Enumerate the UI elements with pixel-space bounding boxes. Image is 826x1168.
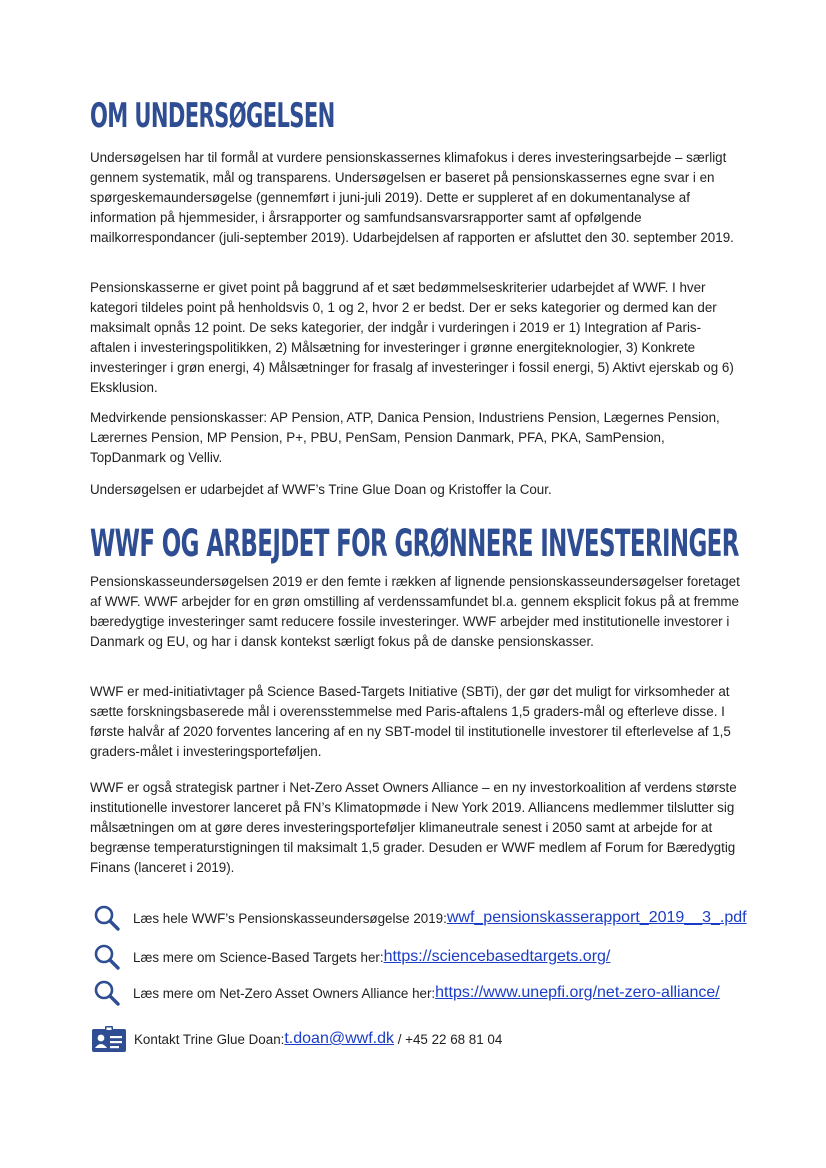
paragraph [90, 278, 740, 398]
link-row-sbt [92, 943, 610, 971]
paragraph [90, 572, 740, 652]
contact-card-icon [92, 1026, 126, 1052]
contact-row [92, 1025, 502, 1053]
about-paragraph-4: Undersøgelsen er udarbejdet af WWF’s Trine Glue Doan og Kristoffer la Cour. [90, 482, 552, 497]
about-paragraph-3: Medvirkende pensionskasser: AP Pension, ATP, Danica Pension, Industriens Pension, Lægernes Pension, Lærernes Pension, MP Pension, P+, PBU, PenSam, Pension Danmark, PFA, PKA, SamPension, TopDanmark og Velliv. [90, 410, 720, 465]
contact-phone: / +45 22 68 81 04 [393, 1031, 503, 1047]
paragraph [90, 682, 740, 762]
paragraph [90, 778, 740, 878]
wwf-paragraph-3: WWF er også strategisk partner i Net-Zero Asset Owners Alliance – en ny investorkoalition af verdens største institutionelle investorer lanceret på FN’s Klimatopmøde i New York 2019. Alliancens medlemmer tilslutter sig målsætningen om at gøre deres investeringsporteføljer klimaneutrale senest i 2050 samt at arbejde for at begrænse temperaturstigningen til maksimalt 1,5 grader. Desuden er WWF medlem af Forum for Bæredygtig Finans (lanceret i 2019). [90, 780, 737, 875]
link-row-netzero [92, 979, 720, 1007]
paragraph [90, 480, 740, 500]
wwf-paragraph-2: WWF er med-initiativtager på Science Based-Targets Initiative (SBTi), der gør det muligt for virksomheder at sætte forskningsbaserede mål i overensstemmelse med Paris-aftalens 1,5 graders-mål og efterleve disse. I første halvår af 2020 forventes lancering af en ny SBT-model til institutionelle investorer til efterlevelse af 1,5 graders-målet i investeringsporteføljen. [90, 684, 731, 759]
wwf-paragraph-1: Pensionskasseundersøgelsen 2019 er den femte i rækken af lignende pensionskasseundersøgelser foretaget af WWF. WWF arbejder for en grøn omstilling af verdenssamfundet bl.a. gennem eksplicit fokus på at fremme bæredygtige investeringer samt reducere fossile investeringer. WWF arbejder med institutionelle investorer i Danmark og EU, og har i dansk kontekst særligt fokus på de danske pensionskasser. [90, 574, 740, 649]
report-link[interactable]: wwf_pensionskasserapport_2019__3_.pdf [446, 909, 747, 926]
about-paragraph-1: Undersøgelsen har til formål at vurdere pensionskassernes klimafokus i deres investeringsarbejde – særligt gennem systematik, mål og transparens. Undersøgelsen er baseret på pensionskassernes egne svar i en spørgeskemaundersøgelse (gennemført i juni-juli 2019). Dette er suppleret af en dokumentanalyse af information på hjemmesider, i årsrapporter og samfundsansvarsrapporter samt af opfølgende mailkorrespondancer (juli-september 2019). Udarbejdelsen af rapporten er afsluttet den 30. september 2019. [90, 150, 734, 245]
section-heading-wwf: WWF OG ARBEJDET FOR GRØNNERE INVESTERINGER [90, 522, 739, 565]
sbt-link[interactable]: https://sciencebasedtargets.org/ [383, 948, 611, 965]
contact-label: Kontakt Trine Glue Doan: [134, 1031, 285, 1047]
netzero-link[interactable]: https://www.unepfi.org/net-zero-alliance/ [435, 984, 720, 1001]
about-paragraph-2: Pensionskasserne er givet point på baggrund af et sæt bedømmelseskriterier udarbejdet af WWF. I hver kategori tildeles point på henholdsvis 0, 1 og 2, hvor 2 er bedst. Der er seks kategorier og dermed kan der maksimalt opnås 12 point. De seks kategorier, der indgår i vurderingen i 2019 er 1) Integration af Paris-aftalen i investeringspolitikken, 2) Målsætning for investeringer i grønne energiteknologier, 3) Konkrete investeringer i grøn energi, 4) Målsætninger for frasalg af investeringer i fossil energi, 5) Aktivt ejerskab og 6) Eksklusion. [90, 280, 734, 395]
link-label: Læs hele WWF’s Pensionskasseundersøgelse 2019: [133, 910, 447, 926]
paragraph [90, 148, 740, 248]
section-heading-about: OM UNDERSØGELSEN [90, 96, 335, 136]
email-link[interactable]: t.doan@wwf.dk [284, 1030, 394, 1047]
link-label: Læs mere om Net-Zero Asset Owners Alliance her: [133, 985, 436, 1001]
search-icon [92, 979, 122, 1007]
paragraph [90, 408, 740, 468]
link-row-report [92, 904, 747, 932]
link-label: Læs mere om Science-Based Targets her: [133, 949, 384, 965]
search-icon [92, 904, 122, 932]
search-icon [92, 943, 122, 971]
